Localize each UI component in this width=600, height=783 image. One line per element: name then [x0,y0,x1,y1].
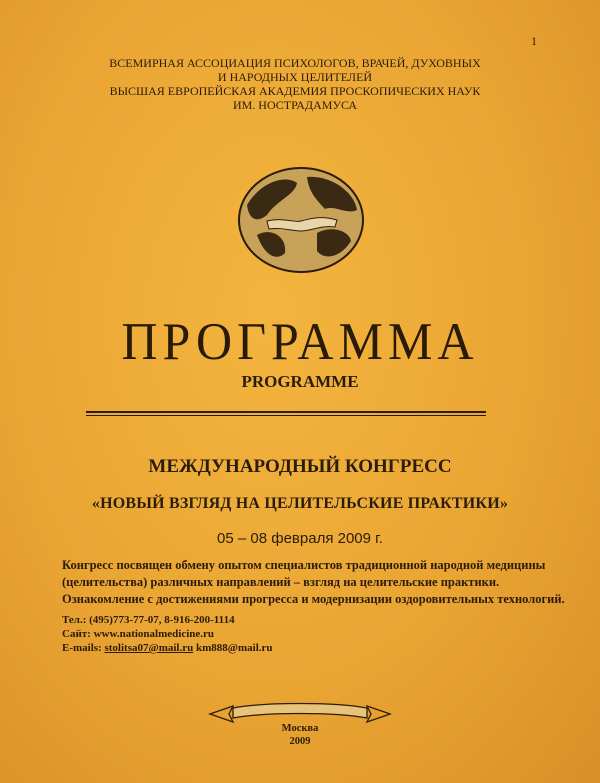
header-line: ВСЕМИРНАЯ АССОЦИАЦИЯ ПСИХОЛОГОВ, ВРАЧЕЙ, ДУХОВНЫХ [109,56,481,70]
phone-row [62,613,273,627]
site-row [62,627,273,641]
congress-dates: 05 – 08 февраля 2009 г. [217,530,383,547]
footer-city: Москва [281,723,319,734]
description-line: Ознакомление с достижениями прогресса и модернизации оздоровительных технологий. [62,592,565,606]
divider [86,411,486,413]
email-link-2[interactable]: km888@mail.ru [196,642,273,654]
email-link-1[interactable]: stolitsa07@mail.ru [104,642,194,654]
site-link[interactable]: www.nationalmedicine.ru [93,628,215,640]
contacts-block [62,613,273,655]
congress-title: «НОВЫЙ ВЗГЛЯД НА ЦЕЛИТЕЛЬСКИЕ ПРАКТИКИ» [91,495,509,512]
phone-label: Тел.: [62,614,87,626]
header-line: ИМ. НОСТРАДАМУСА [232,98,358,112]
globe-handshake-icon [237,165,365,275]
congress-name: МЕЖДУНАРОДНЫЙ КОНГРЕСС [148,456,452,477]
phone-value: (495)773-77-07, 8-916-200-1114 [89,614,235,626]
email-row [62,641,273,655]
footer-year: 2009 [289,736,311,747]
email-label: E-mails: [62,642,102,654]
description-line: Конгресс посвящен обмену опытом специалистов традиционной народной медицины [62,558,546,572]
footer [0,722,600,748]
header-line: ВЫСШАЯ ЕВРОПЕЙСКАЯ АКАДЕМИЯ ПРОСКОПИЧЕСКИХ НАУК [109,84,481,98]
congress-description [62,557,582,608]
program-title: ПРОГРАММА [121,311,479,371]
program-subtitle: PROGRAMME [241,372,359,391]
header-line: И НАРОДНЫХ ЦЕЛИТЕЛЕЙ [217,70,373,84]
divider [86,415,486,416]
organization-header [95,56,495,112]
description-line: (целительства) различных направлений – взгляд на целительские практики. [62,575,500,589]
site-label: Сайт: [62,628,91,640]
page-number: 1 [531,34,537,48]
